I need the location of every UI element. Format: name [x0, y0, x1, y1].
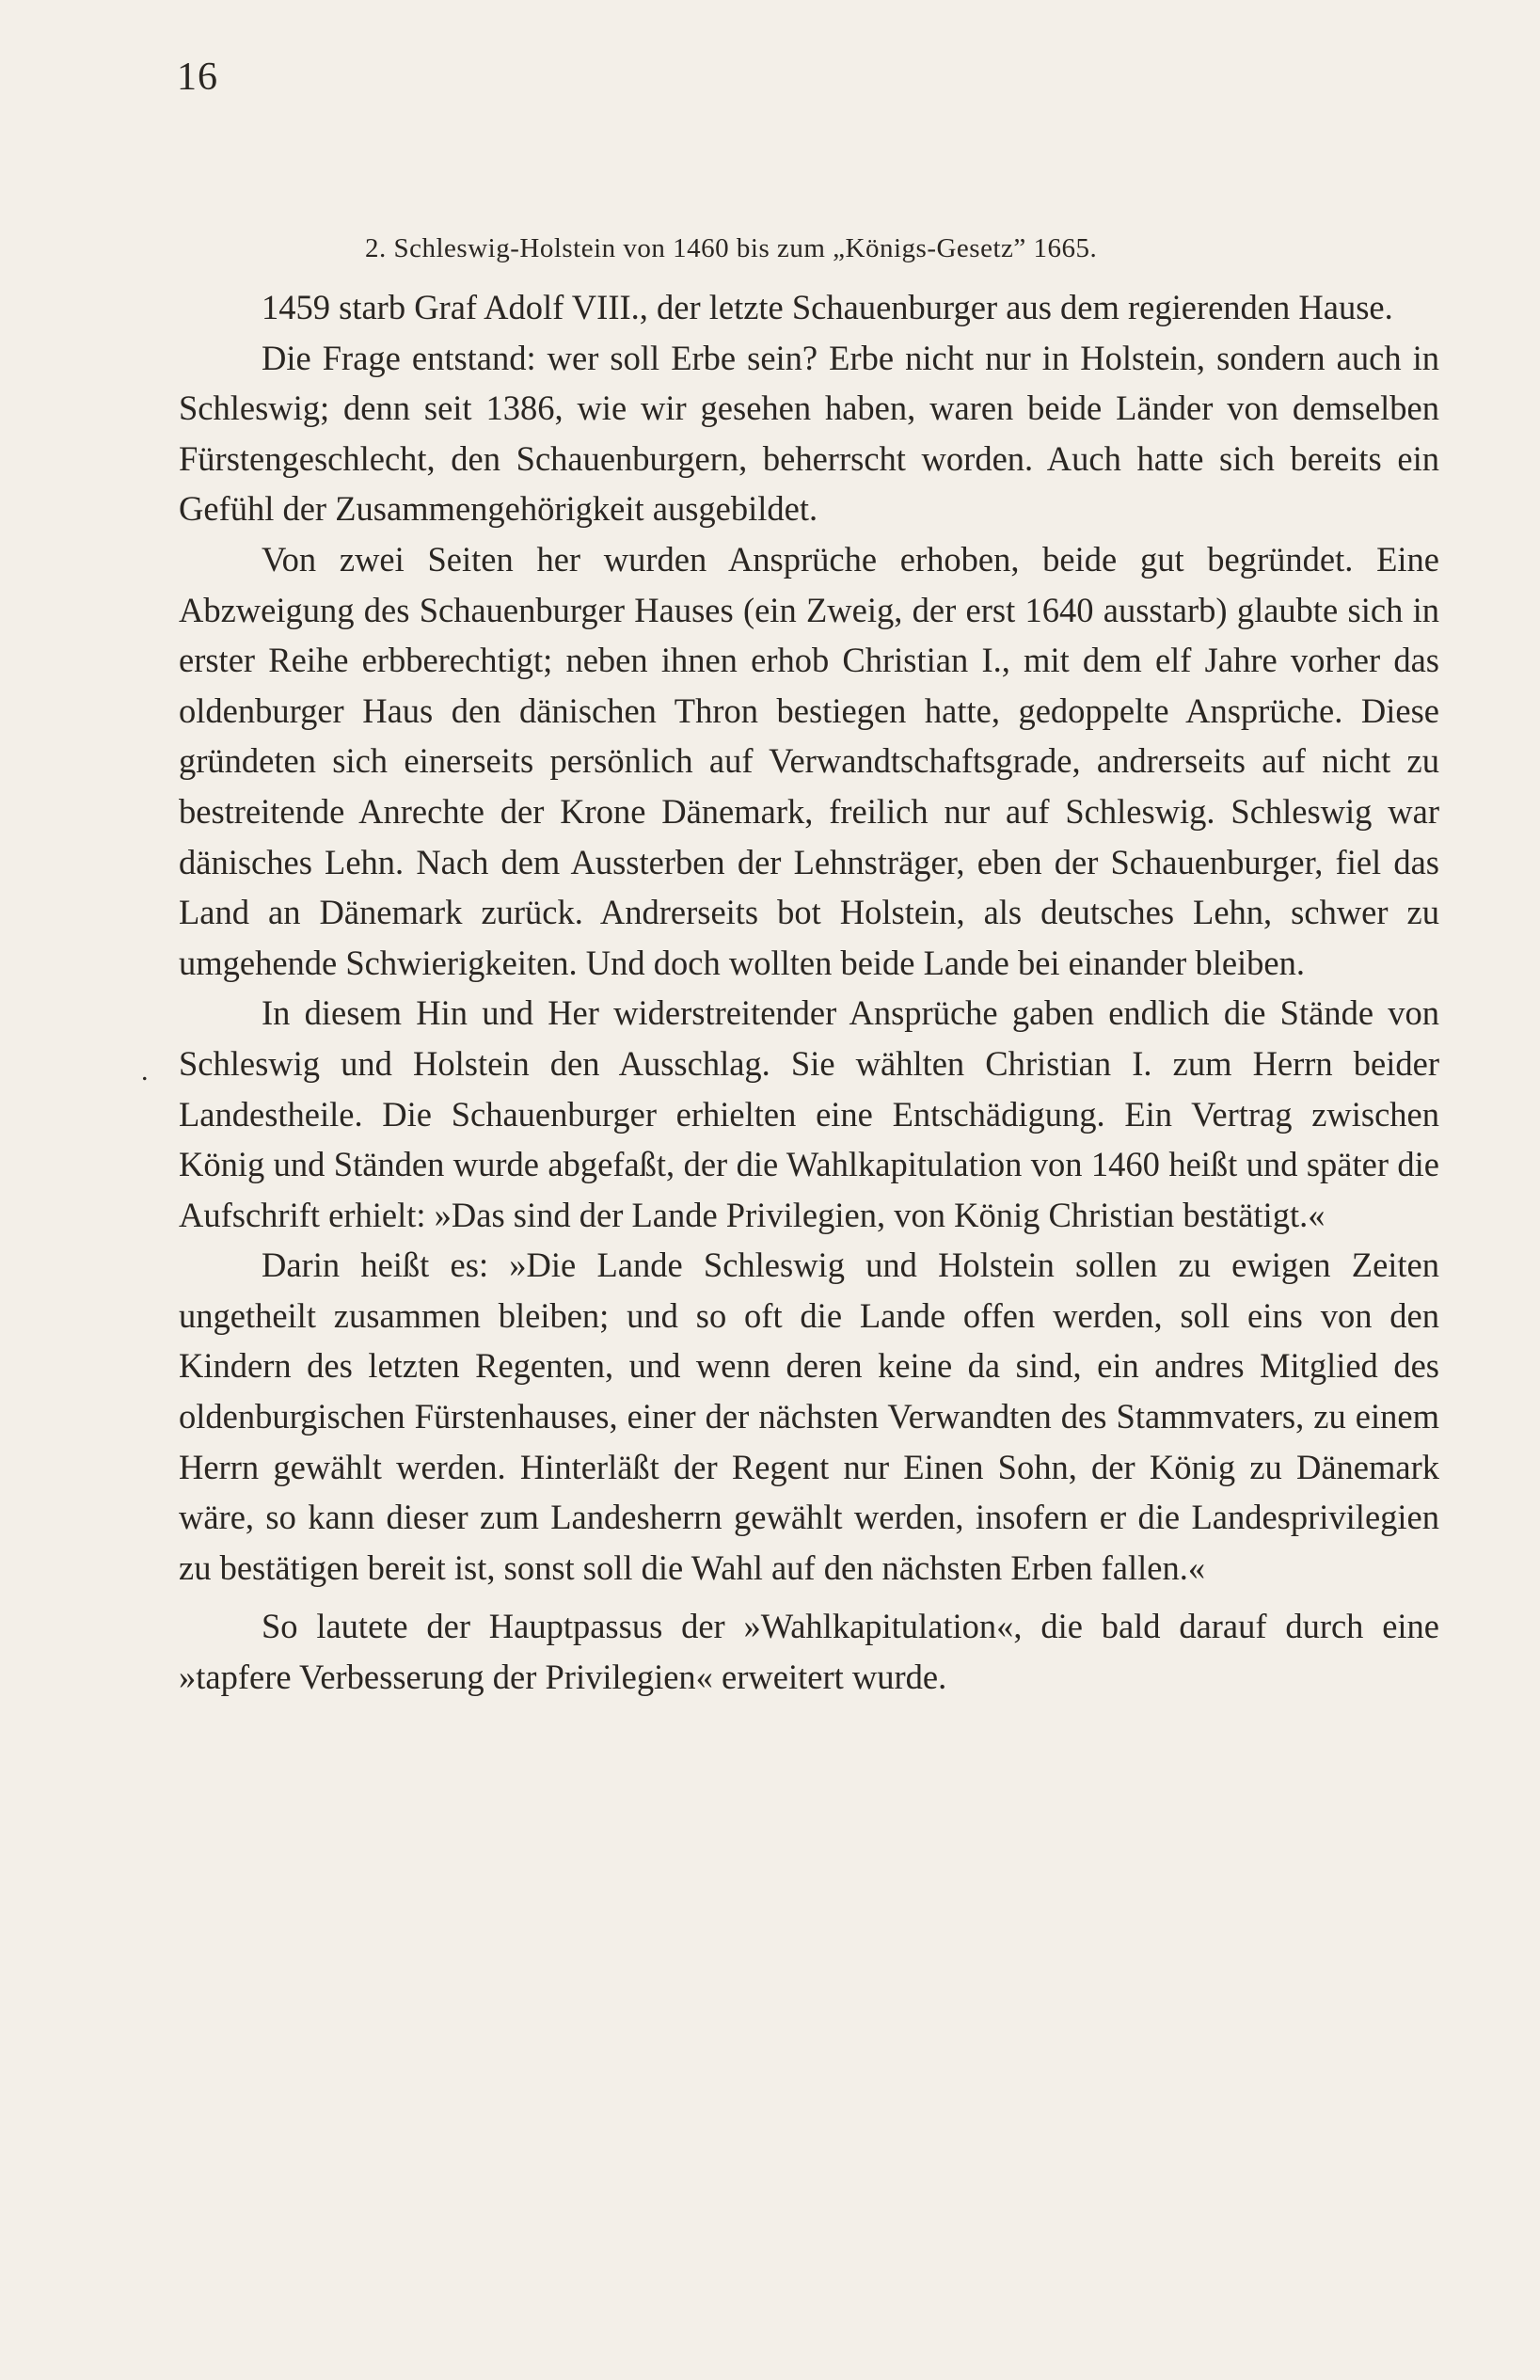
- paragraph-4: In diesem Hin und Her widerstreitender Ansprüche gaben endlich die Stände von Schleswig und Holstein den Ausschlag. Sie wählten Christian I. zum Herrn beider Landestheile. Die Schauenburger erhielten eine Entschädigung. Ein Vertrag zwischen König und Ständen wurde abgefaßt, der die Wahlkapitulation von 1460 heißt und später die Aufschrift erhielt: »Das sind der Lande Privilegien, von König Christian bestätigt.«: [179, 993, 1439, 1234]
- margin-mark: .: [141, 1055, 149, 1087]
- section-heading: 2. Schleswig-Holstein von 1460 bis zum „Königs-Gesetz” 1665.: [365, 233, 1098, 263]
- body-text: [179, 282, 1439, 1703]
- page-number: 16: [177, 56, 218, 99]
- paragraph-2: Die Frage entstand: wer soll Erbe sein? Erbe nicht nur in Holstein, sondern auch in Schleswig; denn seit 1386, wie wir gesehen haben, waren beide Länder von demselben Fürstengeschlecht, den Schauenburgern, beherrscht worden. Auch hatte sich bereits ein Gefühl der Zusammengehörigkeit ausgebildet.: [179, 338, 1439, 529]
- paragraph-3: Von zwei Seiten her wurden Ansprüche erhoben, beide gut begründet. Eine Abzweigung des Schauenburger Hauses (ein Zweig, der erst 1640 ausstarb) glaubte sich in erster Reihe erbberechtigt; neben ihnen erhob Christian I., mit dem elf Jahre vorher das oldenburger Haus den dänischen Thron bestiegen hatte, gedoppelte Ansprüche. Diese gründeten sich einerseits persönlich auf Verwandtschaftsgrade, andrerseits auf nicht zu bestreitende Anrechte der Krone Dänemark, freilich nur auf Schleswig. Schleswig war dänisches Lehn. Nach dem Aussterben der Lehnsträger, eben der Schauenburger, fiel das Land an Dänemark zurück. Andrerseits bot Holstein, als deutsches Lehn, schwer zu umgehende Schwierigkeiten. Und doch wollten beide Lande bei einander bleiben.: [179, 539, 1439, 982]
- paragraph-1: 1459 starb Graf Adolf VIII., der letzte Schauenburger aus dem regierenden Hause.: [262, 288, 1393, 326]
- paragraph-6: So lautete der Hauptpassus der »Wahlkapitulation«, die bald darauf durch eine »tapfere Verbesserung der Privilegien« erweitert wurde.: [179, 1607, 1439, 1697]
- paragraph-5: Darin heißt es: »Die Lande Schleswig und Holstein sollen zu ewigen Zeiten ungetheilt zusammen bleiben; und so oft die Lande offen werden, soll eins von den Kindern des letzten Regenten, und wenn deren keine da sind, ein andres Mitglied des oldenburgischen Fürstenhauses, einer der nächsten Verwandten des Stammvaters, zu einem Herrn gewählt werden. Hinterläßt der Regent nur Einen Sohn, der König zu Dänemark wäre, so kann dieser zum Landesherrn gewählt werden, insofern er die Landesprivilegien zu bestätigen bereit ist, sonst soll die Wahl auf den nächsten Erben fallen.«: [179, 1246, 1439, 1587]
